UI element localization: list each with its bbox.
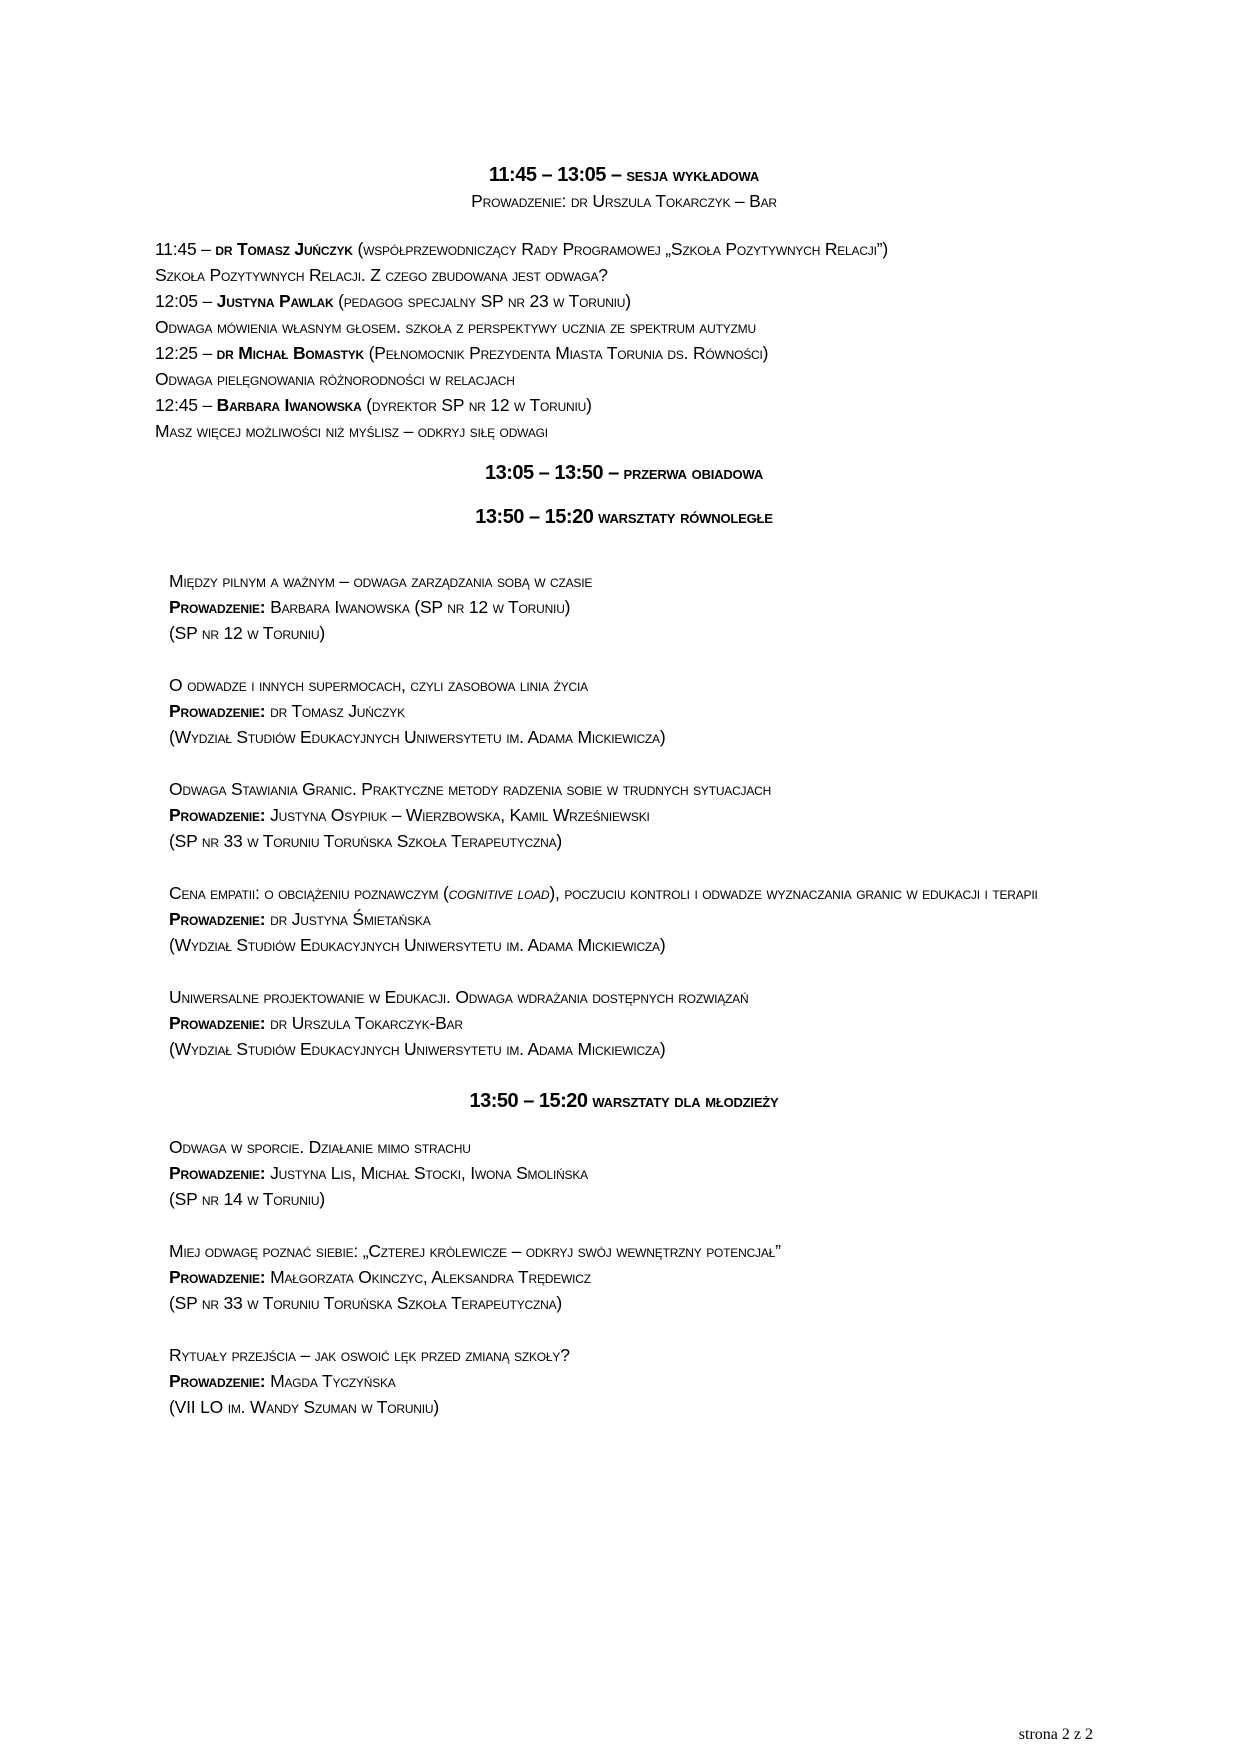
lecture-speaker: Justyna Pawlak bbox=[216, 291, 334, 311]
prowadzenie-label: Prowadzenie: bbox=[169, 805, 266, 825]
session-header bbox=[155, 162, 1093, 188]
workshop-presenters: Magda Tyczyńska bbox=[265, 1371, 396, 1391]
youth-header-time: 13:50 – 15:20 bbox=[469, 1090, 588, 1112]
lecture-topic: Masz więcej możliwości niż myślisz – odkryj siłę odwagi bbox=[155, 421, 548, 441]
lecture-speaker: Barbara Iwanowska bbox=[216, 395, 362, 415]
lecture-row bbox=[155, 392, 1093, 418]
lecture-row bbox=[155, 340, 1093, 366]
workshop-item bbox=[155, 880, 1093, 958]
workshop-item bbox=[155, 1342, 1093, 1420]
workshop-topic: Odwaga w sporcie. Działanie mimo strachu bbox=[169, 1137, 471, 1157]
workshop-presenters: dr Urszula Tokarczyk-Bar bbox=[265, 1013, 463, 1033]
workshop-list bbox=[155, 568, 1093, 1062]
workshops-header bbox=[155, 504, 1093, 530]
youth-workshop-list bbox=[155, 1134, 1093, 1420]
workshops-header-title: warsztaty równoległe bbox=[593, 507, 773, 527]
workshop-presenters: Justyna Osypiuk – Wierzbowska, Kamil Wrześniewski bbox=[265, 805, 650, 825]
prowadzenie-label: Prowadzenie: bbox=[169, 1163, 266, 1183]
session-chair: Prowadzenie: dr Urszula Tokarczyk – Bar bbox=[471, 191, 777, 211]
workshop-affiliation: (SP nr 33 w Toruniu Toruńska Szkoła Terapeutyczna) bbox=[169, 831, 563, 851]
workshop-topic-pre: Cena empatii: o obciążeniu poznawczym ( bbox=[169, 883, 449, 903]
workshop-topic: Odwaga Stawiania Granic. Praktyczne metody radzenia sobie w trudnych sytuacjach bbox=[169, 779, 772, 799]
prowadzenie-label: Prowadzenie: bbox=[169, 909, 266, 929]
lecture-time: 11:45 – bbox=[155, 239, 216, 259]
session-header-title: sesja wykładowa bbox=[621, 165, 760, 185]
workshop-topic: Między pilnym a ważnym – odwaga zarządzania sobą w czasie bbox=[169, 571, 593, 591]
workshop-topic bbox=[169, 880, 1093, 906]
lecture-row bbox=[155, 236, 1093, 262]
youth-header-title: warsztaty dla młodzieży bbox=[587, 1091, 779, 1111]
lecture-affiliation: (Pełnomocnik Prezydenta Miasta Torunia ds. Równości) bbox=[364, 343, 769, 363]
workshop-item bbox=[155, 672, 1093, 750]
workshop-affiliation: (VII LO im. Wandy Szuman w Toruniu) bbox=[169, 1397, 439, 1417]
workshop-topic-post: ), poczuciu kontroli i odwadze wyznaczania granic w edukacji i terapii bbox=[549, 883, 1038, 903]
workshop-presenters-row bbox=[169, 1368, 1093, 1394]
lecture-affiliation: (pedagog specjalny SP nr 23 w Toruniu) bbox=[333, 291, 631, 311]
lecture-time: 12:05 – bbox=[155, 291, 217, 311]
workshop-item bbox=[155, 776, 1093, 854]
break-header-time: 13:05 – 13:50 – bbox=[484, 462, 619, 484]
prowadzenie-label: Prowadzenie: bbox=[169, 1371, 266, 1391]
workshop-topic: O odwadze i innych supermocach, czyli zasobowa linia życia bbox=[169, 675, 588, 695]
lecture-time: 12:25 – bbox=[155, 343, 217, 363]
lecture-affiliation: (współprzewodniczący Rady Programowej „Szkoła Pozytywnych Relacji”) bbox=[352, 239, 888, 259]
document-content bbox=[155, 162, 1093, 1446]
workshop-affiliation: (Wydział Studiów Edukacyjnych Uniwersytetu im. Adama Mickiewicza) bbox=[169, 1039, 666, 1059]
lecture-topic: Odwaga pielęgnowania różnorodności w relacjach bbox=[155, 369, 515, 389]
workshop-presenters: Barbara Iwanowska (SP nr 12 w Toruniu) bbox=[265, 597, 571, 617]
workshop-presenters-row bbox=[169, 1160, 1093, 1186]
prowadzenie-label: Prowadzenie: bbox=[169, 597, 266, 617]
workshop-presenters-row bbox=[169, 906, 1093, 932]
workshop-topic: Uniwersalne projektowanie w Edukacji. Odwaga wdrażania dostępnych rozwiązań bbox=[169, 987, 749, 1007]
prowadzenie-label: Prowadzenie: bbox=[169, 701, 266, 721]
workshop-topic: Miej odwagę poznać siebie: „Czterej królewicze – odkryj swój wewnętrzny potencjał” bbox=[169, 1241, 781, 1261]
break-header-title: przerwa obiadowa bbox=[618, 463, 764, 483]
workshop-item bbox=[155, 1238, 1093, 1316]
workshop-presenters-row bbox=[169, 802, 1093, 828]
workshop-presenters-row bbox=[169, 594, 1093, 620]
lecture-topic: Szkoła Pozytywnych Relacji. Z czego zbudowana jest odwaga? bbox=[155, 265, 608, 285]
workshop-presenters: dr Tomasz Juńczyk bbox=[265, 701, 405, 721]
workshop-topic-italic: cognitive load bbox=[448, 883, 550, 903]
youth-header bbox=[155, 1088, 1093, 1114]
workshop-presenters: Justyna Lis, Michał Stocki, Iwona Smolińska bbox=[265, 1163, 588, 1183]
lecture-list bbox=[155, 236, 1093, 444]
lecture-affiliation: (dyrektor SP nr 12 w Toruniu) bbox=[361, 395, 592, 415]
workshops-header-time: 13:50 – 15:20 bbox=[475, 506, 594, 528]
workshop-affiliation: (Wydział Studiów Edukacyjnych Uniwersytetu im. Adama Mickiewicza) bbox=[169, 727, 666, 747]
workshop-presenters: dr Justyna Śmietańska bbox=[265, 909, 431, 929]
workshop-item bbox=[155, 568, 1093, 646]
lecture-topic: Odwaga mówienia własnym głosem. szkoła z perspektywy ucznia ze spektrum autyzmu bbox=[155, 317, 756, 337]
workshop-affiliation: (Wydział Studiów Edukacyjnych Uniwersytetu im. Adama Mickiewicza) bbox=[169, 935, 666, 955]
workshop-affiliation: (SP nr 33 w Toruniu Toruńska Szkoła Terapeutyczna) bbox=[169, 1293, 563, 1313]
workshop-presenters-row bbox=[169, 1264, 1093, 1290]
session-header-time: 11:45 – 13:05 – bbox=[488, 164, 622, 186]
workshop-affiliation: (SP nr 14 w Toruniu) bbox=[169, 1189, 325, 1209]
workshop-presenters-row bbox=[169, 1010, 1093, 1036]
lecture-row bbox=[155, 288, 1093, 314]
break-header bbox=[155, 460, 1093, 486]
workshop-presenters: Małgorzata Okinczyc, Aleksandra Trędewicz bbox=[265, 1267, 591, 1287]
lecture-speaker: dr Tomasz Juńczyk bbox=[215, 239, 353, 259]
workshop-affiliation: (SP nr 12 w Toruniu) bbox=[169, 623, 325, 643]
workshop-item bbox=[155, 1134, 1093, 1212]
workshop-item bbox=[155, 984, 1093, 1062]
workshop-presenters-row bbox=[169, 698, 1093, 724]
prowadzenie-label: Prowadzenie: bbox=[169, 1013, 266, 1033]
workshop-topic: Rytuały przejścia – jak oswoić lęk przed zmianą szkoły? bbox=[169, 1345, 570, 1365]
page-number: strona 2 z 2 bbox=[1018, 1726, 1093, 1743]
prowadzenie-label: Prowadzenie: bbox=[169, 1267, 266, 1287]
lecture-time: 12:45 – bbox=[155, 395, 217, 415]
lecture-speaker: dr Michał Bomastyk bbox=[216, 343, 364, 363]
